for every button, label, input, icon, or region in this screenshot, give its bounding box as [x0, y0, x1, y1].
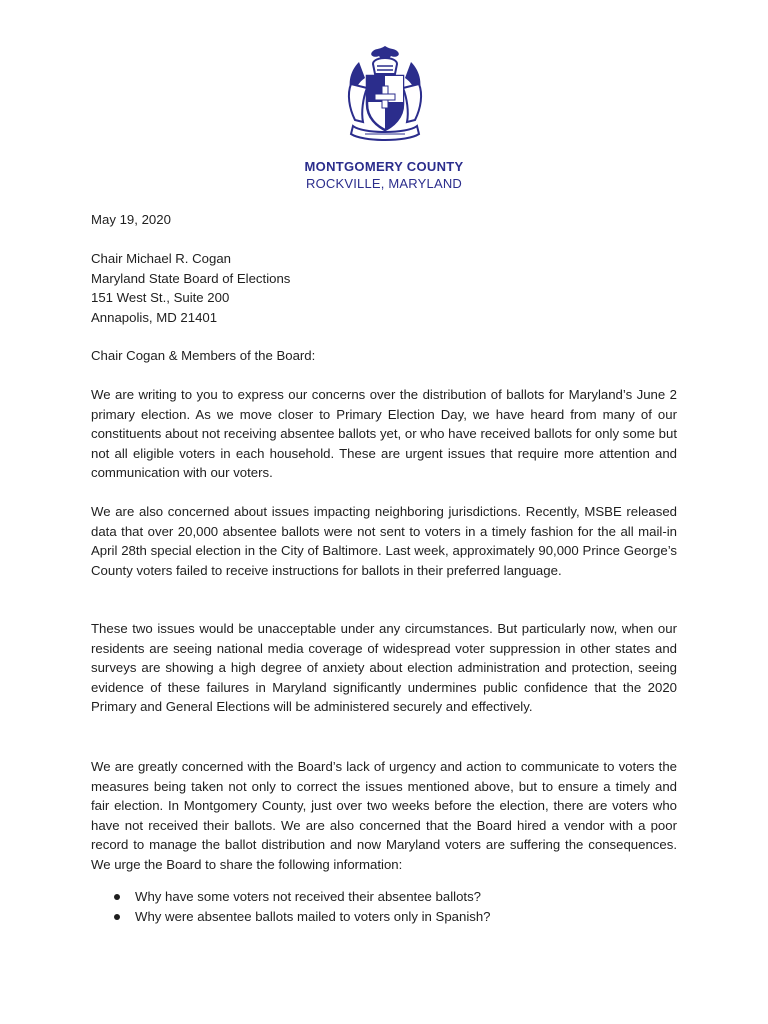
list-item-text: Why were absentee ballots mailed to voters only in Spanish? — [135, 909, 491, 924]
letterhead-city: ROCKVILLE, MARYLAND — [306, 176, 462, 191]
letter-date: May 19, 2020 — [91, 212, 171, 227]
bullet-icon — [114, 894, 120, 900]
paragraph-2: We are also concerned about issues impacting neighboring jurisdictions. Recently, MSBE released data that over 20,000 absentee ballots were not sent to voters in a timely fashion for the all mail-in April 28th special election in the City of Baltimore. Last week, approximately 90,000 Prince George’s County voters failed to receive instructions for ballots in their preferred language. — [91, 504, 677, 578]
recipient-name: Chair Michael R. Cogan — [91, 251, 231, 266]
list-item — [91, 907, 677, 927]
bullet-icon — [114, 914, 120, 920]
letterhead-county: MONTGOMERY COUNTY — [304, 159, 464, 174]
recipient-city-state-zip: Annapolis, MD 21401 — [91, 309, 218, 325]
recipient-organization: Maryland State Board of Elections — [91, 270, 291, 286]
list-item-text: Why have some voters not received their absentee ballots? — [135, 889, 481, 904]
paragraph-3: These two issues would be unacceptable under any circumstances. But particularly now, when our residents are seeing national media coverage of widespread voter suppression in other states and surveys are showing a high degree of anxiety about election administration and protection, seeing evidence of these failures in Maryland significantly undermines public confidence that the 2020 Primary and General Elections will be administered securely and effectively. — [91, 621, 677, 714]
recipient-street: 151 West St., Suite 200 — [91, 290, 230, 305]
county-seal-icon — [339, 42, 431, 148]
paragraph-1: We are writing to you to express our concerns over the distribution of ballots for Maryland’s June 2 primary election. As we move closer to Primary Election Day, we have heard from many of our constituents about not receiving absentee ballots yet, or who have received ballots for only some but not all eligible voters in each household. These are urgent issues that require more attention and communication with our voters. — [91, 387, 677, 480]
recipient-address — [91, 249, 677, 327]
question-list — [91, 887, 677, 927]
paragraph-4: We are greatly concerned with the Board’s lack of urgency and action to communicate to voters the measures being taken not only to correct the issues mentioned above, but to ensure a timely and fair election. In Montgomery County, just over two weeks before the election, there are voters who have not received their ballots. We are also concerned that the Board hired a vendor with a poor record to manage the ballot distribution and now Maryland voters are suffering the consequences. We urge the Board to share the following information: — [91, 759, 677, 872]
salutation: Chair Cogan & Members of the Board: — [91, 348, 316, 363]
list-item — [91, 887, 677, 907]
